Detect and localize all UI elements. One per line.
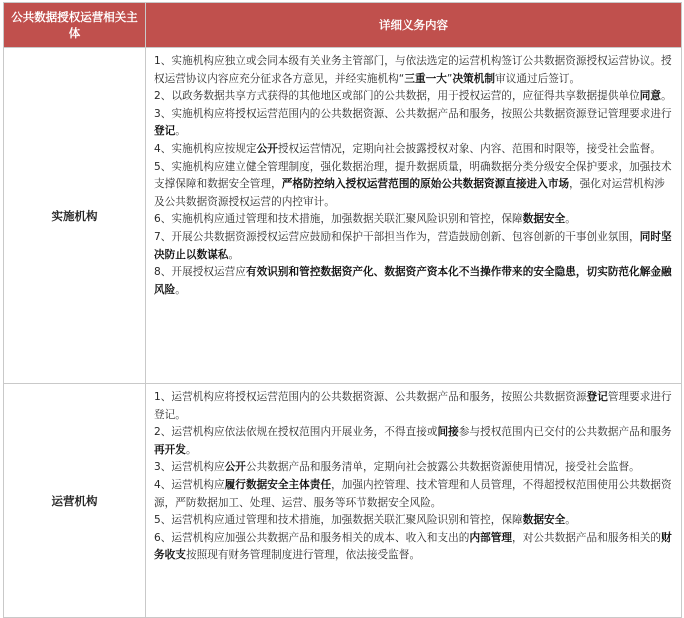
obligation-item [154,159,675,212]
emphasis-text: 履行数据安全主体责任 [224,478,332,491]
content-cell [146,384,682,618]
emphasis-text: 间接 [437,426,459,439]
obligation-text: 审议通过后签订。 [495,72,581,85]
obligation-text: 4、实施机构应按规定 [154,142,257,155]
obligations-table-container [3,2,681,614]
obligation-text: 。 [228,248,240,261]
table-row-implementing [4,48,682,384]
obligation-text: 。 [175,283,186,296]
obligation-text: 5、运营机构应通过管理和技术措施，加强数据关联汇聚风险识别和管控，保障 [154,514,523,527]
emphasis-text: 同时坚决防止以数谋私 [154,230,672,261]
emphasis-text: 数据安全 [522,514,566,527]
emphasis-text: 决策机制 [452,72,496,85]
emphasis-text: 同意 [639,90,662,103]
obligations-table [3,2,682,618]
obligation-item [154,477,675,512]
emphasis-text: 数据安全 [522,213,566,226]
obligation-text: 。 [661,90,672,103]
obligation-text: 公共数据产品和服务清单，定期向社会披露公共数据资源使用情况，接受社会监督。 [245,461,640,474]
obligation-item [154,106,675,141]
obligation-text: 授权运营情况，定期向社会披露授权对象、内容、范围和时限等，接受社会监督。 [277,142,662,155]
emphasis-text: 三重一大 [404,72,447,85]
obligation-text: 5、实施机构应建立健全管理制度，强化数据治理，提升数据质量，明确数据分类分级安全保护要求，加强技术支撑保障和数据安全管理， [154,160,672,191]
table-row-operating [4,384,682,618]
subject-cell: 运营机构 [4,384,146,618]
obligation-item [154,530,675,565]
obligation-text: ，强化对运营机构涉及公共数据资源授权运营的内控审计。 [154,178,665,208]
obligation-text: 管理要求进行登记。 [154,391,672,421]
obligation-text: 。 [185,443,197,456]
obligation-text: 。 [565,213,576,226]
emphasis-text: 登记 [154,125,176,138]
obligation-item [154,264,675,299]
emphasis-text: 公开 [224,461,246,474]
emphasis-text: 公开 [256,142,278,155]
obligation-item [154,141,675,159]
obligation-text: 。 [175,125,186,138]
obligation-item [154,88,675,106]
obligation-text: 2、以政务数据共享方式获得的其他地区或部门的公共数据，用于授权运营的，应征得共享数据提供单位 [154,90,640,103]
obligation-item [154,229,675,264]
emphasis-text: 严格防控纳入授权运营范围的原始公共数据资源直接进入市场 [281,178,570,191]
obligation-text: ，对公共数据产品和服务相关的 [512,531,662,544]
obligation-text: 6、实施机构应通过管理和技术措施，加强数据关联汇聚风险识别和管控，保障 [154,213,523,226]
obligation-text: 3、运营机构应 [154,461,225,474]
header-subject: 公共数据授权运营相关主体 [4,3,146,48]
emphasis-text: 有效识别和管控数据资产化、数据资产资本化不当操作带来的安全隐患，切实防范化解金融风险 [154,266,672,296]
obligation-text: 1、实施机构应独立或会同本级有关业务主管部门，与依法选定的运营机构签订公共数据资源授权运营协议。授权运营协议内容应充分征求各方意见，并经实施机构“ [154,55,672,85]
obligation-text: 7、开展公共数据资源授权运营应鼓励和保护干部担当作为，营造鼓励创新、包容创新的干事创业氛围， [154,230,640,243]
obligation-text: ，加强内控管理、技术管理和人员管理，不得超授权范围使用公共数据资源，严防数据加工、处理、运营、服务等环节数据安全风险。 [154,478,672,509]
obligation-item [154,53,675,88]
emphasis-text: 财务收支 [154,531,672,562]
emphasis-text: 再开发 [154,443,186,456]
table-header-row [4,3,682,48]
content-cell [146,48,682,384]
obligation-item [154,459,675,477]
obligation-item [154,211,675,229]
obligation-item [154,389,675,424]
obligation-text: ” [446,72,453,85]
subject-cell: 实施机构 [4,48,146,384]
obligation-item [154,512,675,530]
obligation-text: 参与授权范围内已交付的公共数据产品和服务 [458,426,672,439]
obligation-text: 1、运营机构应将授权运营范围内的公共数据资源、公共数据产品和服务，按照公共数据资源 [154,391,587,403]
emphasis-text: 登记 [586,391,608,403]
obligation-text: 2、运营机构应依法依规在授权范围内开展业务，不得直接或 [154,426,438,439]
obligation-text: 4、运营机构应 [154,478,225,491]
obligation-text: 6、运营机构应加强公共数据产品和服务相关的成本、收入和支出的 [154,531,470,544]
obligation-item [154,424,675,459]
obligation-text: 8、开展授权运营应 [154,266,246,279]
obligation-text: 按照现有财务管理制度进行管理，依法接受监督。 [185,549,421,562]
emphasis-text: 内部管理 [469,531,513,544]
obligation-text: 3、实施机构应将授权运营范围内的公共数据资源、公共数据产品和服务，按照公共数据资源登记管理要求进行 [154,107,672,120]
obligation-text: 。 [565,514,576,527]
header-content: 详细义务内容 [146,3,682,48]
